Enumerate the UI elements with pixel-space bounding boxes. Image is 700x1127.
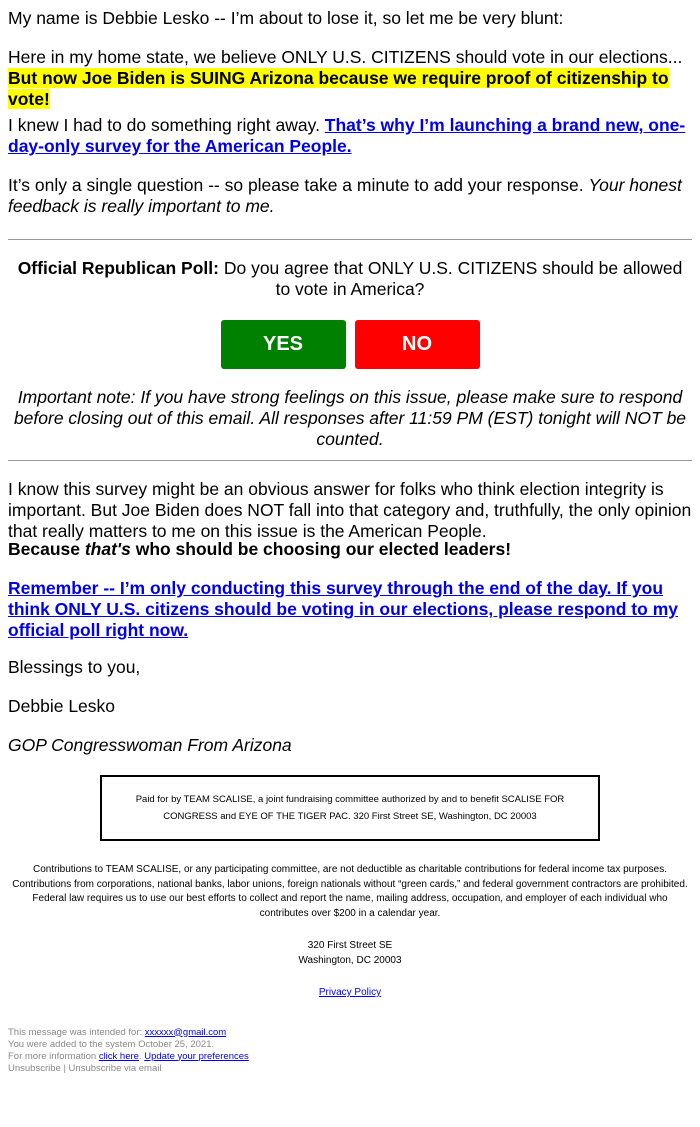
paragraph-proof-of-citizenship (8, 47, 692, 115)
address-line: Washington, DC 20003 (298, 954, 402, 966)
signature-name: Debbie Lesko (8, 696, 116, 716)
legal-disclaimer: Contributions to TEAM SCALISE, or any participating committee, are not deductible as charitable contributions for federal income tax purposes. Contributions from corporations, national banks, labor unions, foreign nationals without “green cards,” and federal government contractors are prohibited. Federal law requires us to use our best efforts to collect and report the name, mailing address, occupation, and employer of each individual who contributes over $200 in a calendar year. (12, 864, 688, 919)
divider (8, 239, 692, 240)
paragraph-reminder (8, 578, 692, 657)
paragraph-text: who should be choosing our elected leaders! (130, 539, 512, 559)
highlighted-text: But now Joe Biden is SUING Arizona because we require proof of citizenship to vote! (8, 68, 669, 109)
footer-more-info (8, 1051, 692, 1063)
address-line: 320 First Street SE (307, 940, 393, 951)
footer (8, 1027, 692, 1075)
no-button[interactable]: NO (355, 320, 480, 369)
paragraph-text: I knew I had to do something right away. (8, 115, 325, 135)
mailing-address (8, 939, 692, 968)
paragraph-text: Because (8, 539, 85, 559)
signature-title: GOP Congresswoman From Arizona (8, 735, 292, 755)
reminder-poll-link[interactable]: Remember -- I’m only conducting this survey through the end of the day. If you think ONLY U.S. citizens should be voting in our elections, please respond to my official poll right now. (8, 578, 678, 640)
yes-button[interactable]: YES (221, 320, 346, 369)
paragraph-election-integrity: I know this survey might be an obvious answer for folks who think election integrity is important. But Joe Biden does NOT fall into that category and, truthfully, the only opinion that really matters to me on this issue is the American People. (8, 479, 692, 541)
update-preferences-link[interactable]: Update your preferences (144, 1050, 249, 1062)
footer-added: You were added to the system October 25, 2021. (8, 1038, 215, 1050)
paragraph-survey-launch (8, 115, 692, 175)
poll-label: Official Republican Poll: (17, 258, 219, 278)
paragraph-single-question (8, 175, 692, 239)
italic-text: that's (84, 539, 131, 559)
italic-text: Your honest feedback is really important to me. (8, 175, 682, 216)
poll-question (8, 258, 692, 300)
intro-paragraph: My name is Debbie Lesko -- I’m about to lose it, so let me be very blunt: (8, 8, 564, 28)
important-note: Important note: If you have strong feelings on this issue, please make sure to respond before closing out of this email. All responses after 11:59 PM (EST) tonight will NOT be counted. (13, 387, 687, 449)
paragraph-text: It’s only a single question -- so please take a minute to add your response. (8, 175, 589, 195)
click-here-link[interactable]: click here (98, 1050, 139, 1062)
paid-for-box: Paid for by TEAM SCALISE, a joint fundraising committee authorized by and to benefit SCALISE FOR CONGRESS and EYE OF THE TIGER PAC. 320 First Street SE, Washington, DC 20003 (100, 775, 600, 841)
footer-text: For more information (8, 1050, 99, 1062)
privacy-section (8, 986, 692, 1001)
poll-question-text: Do you agree that ONLY U.S. CITIZENS should be allowed to vote in America? (218, 258, 683, 299)
recipient-email-link[interactable]: xxxxxx@gmail.com (144, 1026, 227, 1038)
survey-link[interactable]: That’s why I’m launching a brand new, one-day-only survey for the American People. (8, 115, 686, 156)
poll-buttons (8, 320, 692, 369)
closing-line: Blessings to you, (8, 657, 141, 677)
paragraph-text: Here in my home state, we believe ONLY U.S. CITIZENS should vote in our elections... (8, 47, 683, 67)
footer-intended (8, 1027, 692, 1039)
privacy-policy-link[interactable]: Privacy Policy (318, 987, 382, 998)
footer-text: This message was intended for: (8, 1026, 145, 1038)
footer-text: . (138, 1050, 145, 1062)
paragraph-elected-leaders (8, 539, 692, 578)
divider (8, 460, 692, 461)
footer-unsubscribe[interactable]: Unsubscribe | Unsubscribe via email (8, 1062, 162, 1074)
